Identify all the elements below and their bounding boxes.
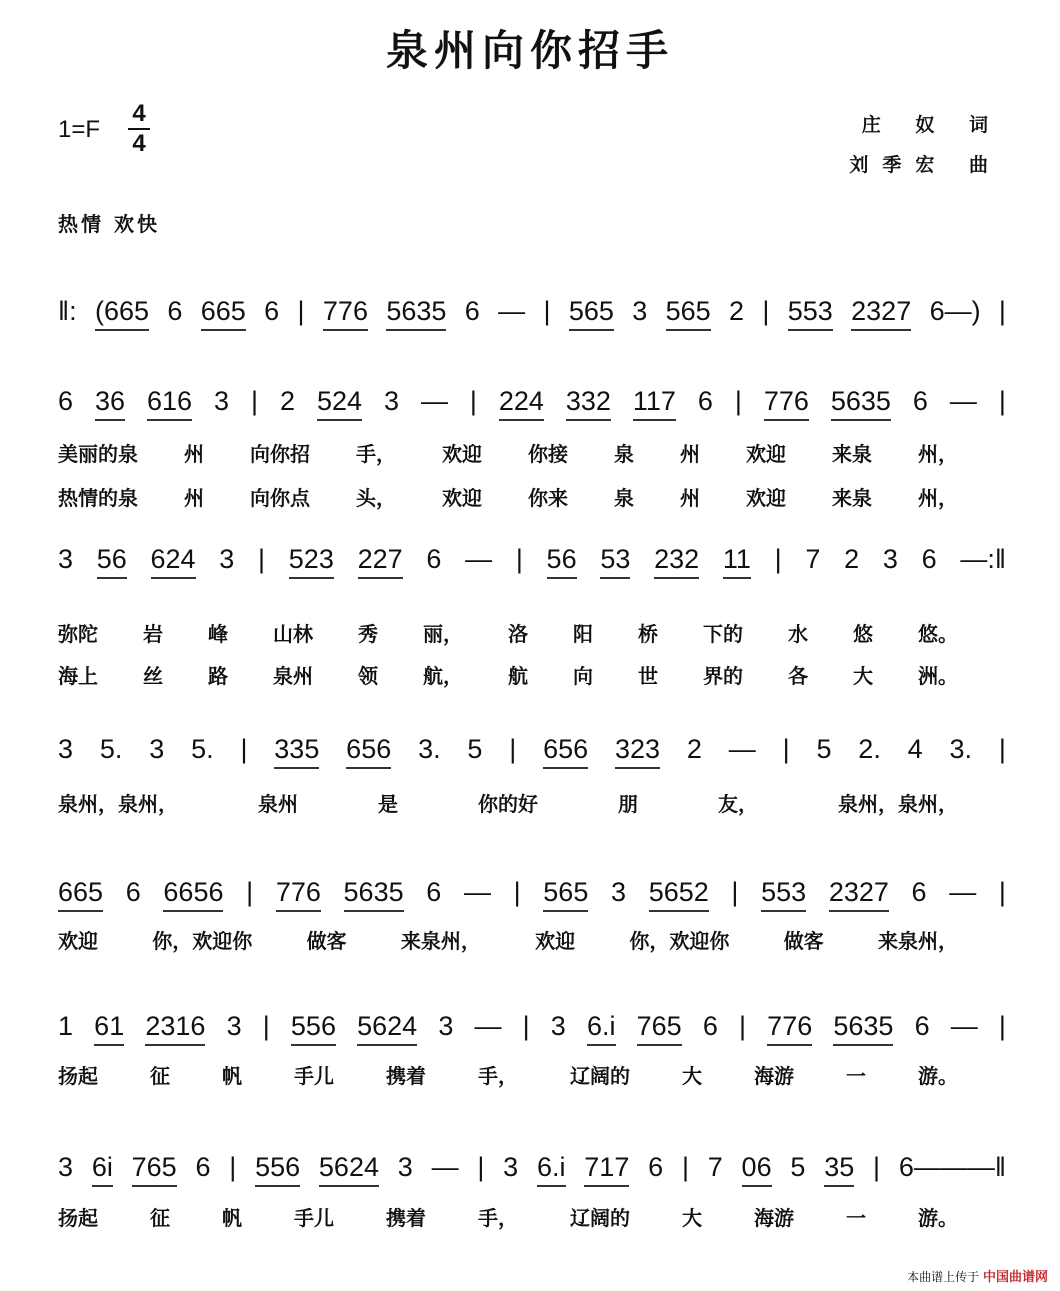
lyric-word: 头， bbox=[356, 486, 396, 510]
note-group: 2 bbox=[279, 386, 295, 416]
lyric-word: 丝 bbox=[143, 664, 163, 688]
note-group: 227 bbox=[358, 544, 403, 579]
lyric-word: 欢迎 bbox=[442, 486, 482, 510]
lyric-word: 山林 bbox=[273, 622, 313, 646]
note-group: 323 bbox=[615, 734, 660, 769]
lyric-word: 携着 bbox=[386, 1064, 426, 1088]
note-group: 776 bbox=[764, 386, 809, 421]
note-group: 61 bbox=[94, 1011, 124, 1046]
barline: | bbox=[229, 1152, 237, 1182]
note-group: — bbox=[463, 877, 491, 907]
lyric-word: 泉 bbox=[614, 486, 634, 510]
note-group: 224 bbox=[499, 386, 544, 421]
lyric-word: 各 bbox=[788, 664, 808, 688]
lyric-word: 欢迎 bbox=[442, 442, 482, 466]
lyric-word: 水 bbox=[788, 622, 808, 646]
lyric-word: 向 bbox=[573, 664, 593, 688]
lyric-word: 悠 bbox=[853, 622, 873, 646]
barline: | bbox=[762, 296, 770, 326]
note-group: 5 bbox=[790, 1152, 806, 1182]
note-group: 665 bbox=[58, 877, 103, 912]
lyric-word: 欢迎 bbox=[58, 929, 98, 953]
footer-text: 本曲谱上传于 bbox=[907, 1270, 980, 1284]
note-group: 3 bbox=[226, 1011, 242, 1041]
lyric-word: 欢迎 bbox=[746, 442, 786, 466]
lyric-word: 一 bbox=[846, 1206, 866, 1230]
note-group: 776 bbox=[767, 1011, 812, 1046]
barline: | bbox=[998, 296, 1006, 326]
lyric-word: 航 bbox=[508, 664, 528, 688]
staff-line bbox=[58, 1152, 1006, 1187]
note-group: 565 bbox=[543, 877, 588, 912]
note-group: 3 bbox=[632, 296, 648, 326]
lyric-word: 州 bbox=[680, 442, 700, 466]
song-title: 泉州向你招手 bbox=[385, 26, 674, 75]
lyric-word: 泉 bbox=[614, 442, 634, 466]
lyric-word: 你的好 bbox=[478, 792, 538, 816]
note-group: 3 bbox=[550, 1011, 566, 1041]
lyric-word: 热情的泉 bbox=[58, 486, 138, 510]
barline: | bbox=[522, 1011, 530, 1041]
lyric-word: 州， bbox=[918, 442, 958, 466]
lyric-word: 向你招 bbox=[250, 442, 310, 466]
lyric-word: 来泉 bbox=[832, 486, 872, 510]
note-group: 553 bbox=[788, 296, 833, 331]
lyric-word: 州 bbox=[184, 486, 204, 510]
lyrics-line bbox=[58, 1060, 958, 1089]
lyrics-line bbox=[58, 660, 958, 689]
note-group: 556 bbox=[291, 1011, 336, 1046]
note-group: 5. bbox=[191, 734, 214, 764]
note-group: 3 bbox=[58, 1152, 74, 1182]
note-group: 5. bbox=[99, 734, 123, 764]
lyric-word: 游。 bbox=[918, 1206, 958, 1230]
barline: | bbox=[513, 877, 521, 907]
note-group: 332 bbox=[566, 386, 611, 421]
note-group: 2327 bbox=[829, 877, 889, 912]
note-group: 36 bbox=[95, 386, 125, 421]
note-group: 6 bbox=[426, 877, 442, 907]
lyric-word: 秀 bbox=[358, 622, 378, 646]
note-group: 56 bbox=[97, 544, 127, 579]
note-group: 6 bbox=[426, 544, 442, 574]
staff-line bbox=[58, 877, 1006, 912]
lyric-word: 欢迎 bbox=[746, 486, 786, 510]
note-group: 3. bbox=[418, 734, 441, 764]
lyric-word: 弥陀 bbox=[58, 622, 98, 646]
note-group: 776 bbox=[323, 296, 368, 331]
note-group: 2 bbox=[729, 296, 745, 326]
note-group: 6 bbox=[697, 386, 713, 416]
lyric-word: 桥 bbox=[638, 622, 658, 646]
barline: —:‖ bbox=[960, 544, 1006, 574]
time-bottom: 4 bbox=[128, 128, 150, 158]
note-group: — bbox=[474, 1011, 502, 1041]
composer: 刘季宏 曲 bbox=[849, 154, 1002, 176]
lyric-word: 帆 bbox=[222, 1064, 242, 1088]
lyric-word: 你接 bbox=[528, 442, 568, 466]
lyric-word: 手， bbox=[478, 1206, 518, 1230]
lyric-word: 手儿 bbox=[294, 1206, 334, 1230]
lyric-word: 欢迎 bbox=[535, 929, 576, 953]
note-group: 3 bbox=[882, 544, 898, 574]
lyric-word: 路 bbox=[208, 664, 228, 688]
lyric-word: 友， bbox=[718, 792, 758, 816]
barline: ‖: bbox=[58, 296, 77, 326]
lyric-word: 大 bbox=[682, 1064, 702, 1088]
note-group: 5635 bbox=[386, 296, 446, 331]
lyric-word: 手儿 bbox=[294, 1064, 334, 1088]
lyric-word: 携着 bbox=[386, 1206, 426, 1230]
note-group: 3 bbox=[397, 1152, 413, 1182]
note-group: 335 bbox=[274, 734, 319, 769]
lyric-word: 悠。 bbox=[918, 622, 958, 646]
staff-line bbox=[58, 734, 1006, 769]
note-group: — bbox=[949, 877, 977, 907]
lyric-word: 航， bbox=[423, 664, 463, 688]
note-group: 2316 bbox=[145, 1011, 205, 1046]
lyric-word: 扬起 bbox=[58, 1206, 98, 1230]
lyric-word: 泉州，泉州， bbox=[58, 792, 178, 816]
note-group: 5652 bbox=[649, 877, 709, 912]
note-group: 523 bbox=[289, 544, 334, 579]
lyrics-line bbox=[58, 925, 958, 954]
note-group: 3 bbox=[383, 386, 399, 416]
note-group: 5624 bbox=[319, 1152, 379, 1187]
lyric-word: 岩 bbox=[143, 622, 163, 646]
key-signature: 1=F bbox=[58, 116, 101, 143]
note-group: 56 bbox=[547, 544, 577, 579]
note-group: 5 bbox=[816, 734, 832, 764]
barline: | bbox=[739, 1011, 747, 1041]
lyrics-line bbox=[58, 788, 958, 817]
note-group: 6—) bbox=[929, 296, 981, 326]
note-group: 06 bbox=[742, 1152, 772, 1187]
lyric-word: 帆 bbox=[222, 1206, 242, 1230]
lyric-word: 大 bbox=[853, 664, 873, 688]
note-group: 5635 bbox=[831, 386, 891, 421]
lyric-word: 来泉州， bbox=[400, 929, 481, 953]
note-group: — bbox=[950, 1011, 978, 1041]
note-group: 5624 bbox=[357, 1011, 417, 1046]
lyric-word: 大 bbox=[682, 1206, 702, 1230]
lyric-word: 下的 bbox=[703, 622, 743, 646]
lyric-word: 你，欢迎你 bbox=[152, 929, 253, 953]
barline: | bbox=[258, 544, 266, 574]
note-group: 776 bbox=[276, 877, 321, 912]
barline: | bbox=[782, 734, 790, 764]
lyric-word: 州 bbox=[184, 442, 204, 466]
note-group: 616 bbox=[147, 386, 192, 421]
staff-line bbox=[58, 386, 1006, 421]
lyric-word: 阳 bbox=[573, 622, 593, 646]
note-group: 3 bbox=[219, 544, 235, 574]
lyric-word: 领 bbox=[358, 664, 378, 688]
lyric-word: 丽， bbox=[423, 622, 463, 646]
lyric-word: 洛 bbox=[508, 622, 528, 646]
barline: | bbox=[509, 734, 517, 764]
note-group: 3 bbox=[58, 734, 74, 764]
lyric-word: 洲。 bbox=[918, 664, 958, 688]
note-group: 6 bbox=[921, 544, 937, 574]
note-group: 656 bbox=[543, 734, 588, 769]
note-group: 232 bbox=[654, 544, 699, 579]
note-group: 2 bbox=[686, 734, 702, 764]
lyric-word: 世 bbox=[638, 664, 658, 688]
lyric-word: 辽阔的 bbox=[570, 1206, 630, 1230]
note-group: 524 bbox=[317, 386, 362, 421]
note-group: 1 bbox=[58, 1011, 74, 1041]
note-group: 5635 bbox=[833, 1011, 893, 1046]
barline: | bbox=[998, 877, 1006, 907]
lyrics-line bbox=[58, 482, 958, 511]
lyrics-line bbox=[58, 1202, 958, 1231]
note-group: 6.i bbox=[537, 1152, 566, 1187]
lyric-word: 你，欢迎你 bbox=[629, 929, 730, 953]
note-group: 2 bbox=[844, 544, 860, 574]
tempo-marking: 热情 欢快 bbox=[58, 212, 160, 236]
note-group: 6 bbox=[58, 386, 74, 416]
barline: | bbox=[297, 296, 305, 326]
note-group: 3 bbox=[58, 544, 74, 574]
lyric-word: 扬起 bbox=[58, 1064, 98, 1088]
barline: | bbox=[873, 1152, 881, 1182]
lyric-word: 来泉州， bbox=[877, 929, 958, 953]
lyric-word: 界的 bbox=[703, 664, 743, 688]
site-logo: 中国曲谱网 bbox=[982, 1270, 1048, 1285]
lyric-word: 朋 bbox=[618, 792, 638, 816]
note-group: — bbox=[465, 544, 493, 574]
note-group: 3 bbox=[149, 734, 165, 764]
note-group: 556 bbox=[255, 1152, 300, 1187]
barline: | bbox=[543, 296, 551, 326]
note-group: 665 bbox=[201, 296, 246, 331]
lyric-word: 泉州，泉州， bbox=[838, 792, 958, 816]
lyric-word: 美丽的泉 bbox=[58, 442, 138, 466]
note-group: 2. bbox=[858, 734, 881, 764]
lyric-word: 州 bbox=[680, 486, 700, 510]
note-group: 7 bbox=[805, 544, 821, 574]
note-group: 3 bbox=[214, 386, 230, 416]
lyric-word: 向你点 bbox=[250, 486, 310, 510]
note-group: 3 bbox=[438, 1011, 454, 1041]
lyric-word: 是 bbox=[378, 792, 398, 816]
lyrics-line bbox=[58, 618, 958, 647]
note-group: 565 bbox=[569, 296, 614, 331]
note-group: 6656 bbox=[163, 877, 223, 912]
note-group: 3 bbox=[611, 877, 627, 907]
note-group: 6.i bbox=[587, 1011, 616, 1046]
lyric-word: 泉州 bbox=[273, 664, 313, 688]
note-group: 6 bbox=[125, 877, 141, 907]
note-group: 35 bbox=[824, 1152, 854, 1187]
lyrics-line bbox=[58, 438, 958, 467]
note-group: 6 bbox=[914, 1011, 930, 1041]
lyric-word: 泉州 bbox=[258, 792, 298, 816]
note-group: 53 bbox=[600, 544, 630, 579]
barline: | bbox=[240, 734, 248, 764]
lyricist: 庄 奴 词 bbox=[861, 114, 1002, 136]
barline: | bbox=[734, 386, 742, 416]
barline: | bbox=[250, 386, 258, 416]
lyric-word: 海游 bbox=[754, 1064, 794, 1088]
barline: 6———‖ bbox=[898, 1152, 1006, 1182]
note-group: 624 bbox=[151, 544, 196, 579]
note-group: 553 bbox=[761, 877, 806, 912]
note-group: 5635 bbox=[344, 877, 404, 912]
lyric-word: 海上 bbox=[58, 664, 98, 688]
barline: | bbox=[681, 1152, 689, 1182]
note-group: 717 bbox=[584, 1152, 629, 1187]
note-group: 765 bbox=[132, 1152, 177, 1187]
note-group: 7 bbox=[707, 1152, 723, 1182]
lyric-word: 手， bbox=[478, 1064, 518, 1088]
note-group: 6 bbox=[167, 296, 183, 326]
note-group: 6 bbox=[911, 877, 927, 907]
time-top: 4 bbox=[132, 100, 146, 127]
lyric-word: 州， bbox=[918, 486, 958, 510]
note-group: (665 bbox=[95, 296, 149, 331]
lyric-word: 你来 bbox=[528, 486, 568, 510]
lyric-word: 征 bbox=[150, 1206, 170, 1230]
note-group: 765 bbox=[637, 1011, 682, 1046]
barline: | bbox=[262, 1011, 270, 1041]
note-group: 6 bbox=[195, 1152, 211, 1182]
note-group: 3 bbox=[503, 1152, 519, 1182]
note-group: 2327 bbox=[851, 296, 911, 331]
lyric-word: 辽阔的 bbox=[570, 1064, 630, 1088]
barline: | bbox=[731, 877, 739, 907]
note-group: — bbox=[431, 1152, 459, 1182]
note-group: 656 bbox=[346, 734, 391, 769]
lyric-word: 征 bbox=[150, 1064, 170, 1088]
lyric-word: 峰 bbox=[208, 622, 228, 646]
note-group: — bbox=[420, 386, 448, 416]
lyric-word: 一 bbox=[846, 1064, 866, 1088]
lyric-word: 海游 bbox=[754, 1206, 794, 1230]
staff-line bbox=[58, 1011, 1006, 1046]
staff-line bbox=[58, 296, 1006, 331]
lyric-word: 做客 bbox=[783, 929, 824, 953]
lyric-word: 做客 bbox=[306, 929, 347, 953]
note-group: — bbox=[498, 296, 526, 326]
staff-line bbox=[58, 544, 1006, 579]
note-group: 565 bbox=[666, 296, 711, 331]
note-group: 6 bbox=[464, 296, 480, 326]
barline: | bbox=[469, 386, 477, 416]
note-group: 6 bbox=[912, 386, 928, 416]
watermark bbox=[907, 1266, 1048, 1285]
note-group: 6 bbox=[648, 1152, 664, 1182]
barline: | bbox=[774, 544, 782, 574]
note-group: 6i bbox=[92, 1152, 113, 1187]
note-group: 3. bbox=[949, 734, 973, 764]
time-signature bbox=[128, 100, 150, 158]
lyric-word: 手， bbox=[356, 442, 396, 466]
note-group: — bbox=[728, 734, 756, 764]
barline: | bbox=[998, 1011, 1006, 1041]
barline: | bbox=[477, 1152, 485, 1182]
barline: | bbox=[998, 734, 1006, 764]
barline: | bbox=[515, 544, 523, 574]
note-group: 5 bbox=[467, 734, 483, 764]
note-group: 4 bbox=[907, 734, 923, 764]
note-group: 11 bbox=[723, 544, 751, 579]
barline: | bbox=[998, 386, 1006, 416]
note-group: 117 bbox=[633, 386, 676, 421]
lyric-word: 来泉 bbox=[832, 442, 872, 466]
barline: | bbox=[246, 877, 254, 907]
note-group: 6 bbox=[702, 1011, 718, 1041]
note-group: — bbox=[949, 386, 977, 416]
note-group: 6 bbox=[264, 296, 280, 326]
lyric-word: 游。 bbox=[918, 1064, 958, 1088]
